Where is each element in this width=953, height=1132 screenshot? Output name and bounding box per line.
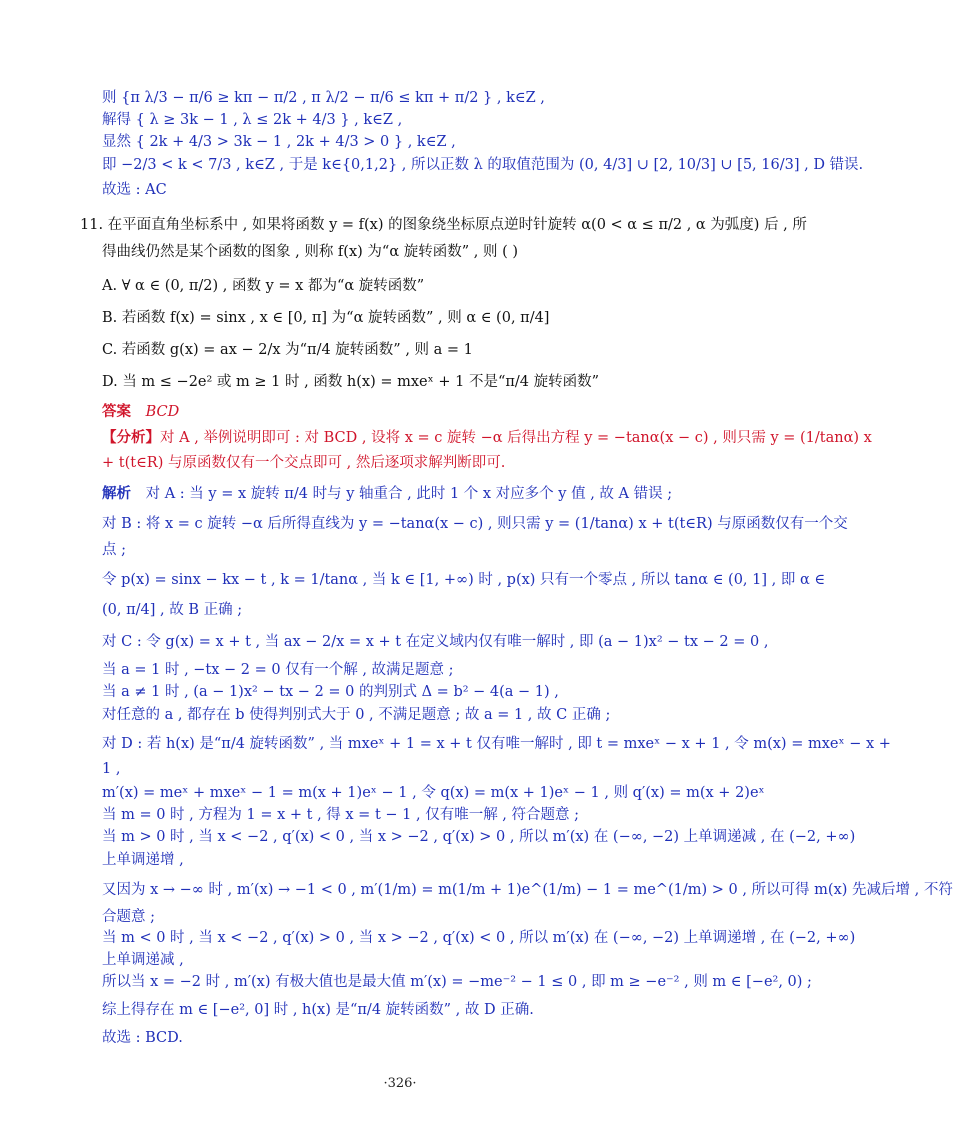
- option-a: A. ∀ α ∈ (0, π/2) , 函数 y = x 都为“α 旋转函数”: [102, 278, 425, 294]
- solution-line-21: 故选 : BCD.: [102, 1030, 183, 1046]
- obvious-system-line: 显然 { 2k + 4/3 > 3k − 1 , 2k + 4/3 > 0 } , k∈Z ,: [102, 134, 456, 150]
- solve-system-line: 解得 { λ ≥ 3k − 1 , λ ≤ 2k + 4/3 } , k∈Z ,: [102, 112, 403, 128]
- solution-line-17: 当 m < 0 时 , 当 x < −2 , q′(x) > 0 , 当 x > −2 , q′(x) < 0 , 所以 m′(x) 在 (−∞, −2) 上单调递增 , 在 (−2, +∞): [102, 930, 856, 946]
- solution-line-4: (0, π/4] , 故 B 正确 ;: [102, 602, 243, 618]
- solution-line-13: 当 m > 0 时 , 当 x < −2 , q′(x) < 0 , 当 x > −2 , q′(x) > 0 , 所以 m′(x) 在 (−∞, −2) 上单调递减 , 在 (−2, +∞): [102, 829, 856, 845]
- answer-value: BCD: [145, 404, 180, 420]
- analysis-line-2: + t(t∈R) 与原函数仅有一个交点即可 , 然后逐项求解判断即可.: [102, 455, 506, 471]
- option-d: D. 当 m ≤ −2e² 或 m ≥ 1 时 , 函数 h(x) = mxeˣ + 1 不是“π/4 旋转函数”: [102, 374, 600, 390]
- solution-line-6: 当 a = 1 时 , −tx − 2 = 0 仅有一个解 , 故满足题意 ;: [102, 662, 454, 678]
- solution-line-1: 对 B : 将 x = c 旋转 −α 后所得直线为 y = −tanα(x − c) , 则只需 y = (1/tanα) x + t(t∈R) 与原函数仅有一个交: [102, 516, 848, 532]
- solution-text-0: 对 A : 当 y = x 旋转 π/4 时与 y 轴重合 , 此时 1 个 x 对应多个 y 值 , 故 A 错误 ;: [145, 486, 673, 502]
- solution-line-14: 上单调递增 ,: [102, 852, 184, 868]
- analysis-line-1: [102, 428, 872, 448]
- solution-label: 解析: [102, 485, 131, 502]
- option-c: C. 若函数 g(x) = ax − 2/x 为“π/4 旋转函数” , 则 a = 1: [102, 342, 473, 358]
- solution-line-11: m′(x) = meˣ + mxeˣ − 1 = m(x + 1)eˣ − 1 , 令 q(x) = m(x + 1)eˣ − 1 , 则 q′(x) = m(x + 2)eˣ: [102, 785, 765, 801]
- solution-line-20: 综上得存在 m ∈ [−e², 0] 时 , h(x) 是“π/4 旋转函数” , 故 D 正确.: [102, 1002, 534, 1018]
- solution-line-9: 对 D : 若 h(x) 是“π/4 旋转函数” , 当 mxeˣ + 1 = x + t 仅有唯一解时 , 即 t = mxeˣ − x + 1 , 令 m(x) = mxeˣ − x +: [102, 736, 891, 752]
- solution-line-16: 合题意 ;: [102, 909, 155, 925]
- lambda-range-line: 即 −2/3 < k < 7/3 , k∈Z , 于是 k∈{0,1,2} , 所以正数 λ 的取值范围为 (0, 4/3] ∪ [2, 10/3] ∪ [5, 16/3] , D 错误.: [102, 157, 864, 173]
- question-stem-line-1: 11. 在平面直角坐标系中 , 如果将函数 y = f(x) 的图象绕坐标原点逆时针旋转 α(0 < α ≤ π/2 , α 为弧度) 后 , 所: [80, 217, 807, 233]
- analysis-label: 【分析】: [102, 429, 160, 446]
- answer-row: [102, 402, 179, 422]
- solution-line-18: 上单调递减 ,: [102, 952, 184, 968]
- solution-line-15: 又因为 x → −∞ 时 , m′(x) → −1 < 0 , m′(1/m) = m(1/m + 1)e^(1/m) − 1 = me^(1/m) > 0 , 所以可得 m(x) 先减后增 , 不符: [102, 882, 953, 898]
- analysis-text-1: 对 A , 举例说明即可 : 对 BCD , 设将 x = c 旋转 −α 后得出方程 y = −tanα(x − c) , 则只需 y = (1/tanα) x: [160, 430, 872, 446]
- page-number: ·326·: [383, 1076, 417, 1091]
- system-inequality-line: 则 {π λ/3 − π/6 ≥ kπ − π/2 , π λ/2 − π/6 ≤ kπ + π/2 } , k∈Z ,: [102, 90, 545, 106]
- solution-line-10: 1 ,: [102, 761, 121, 777]
- answer-label: 答案: [102, 403, 131, 420]
- solution-line-12: 当 m = 0 时 , 方程为 1 = x + t , 得 x = t − 1 , 仅有唯一解 , 符合题意 ;: [102, 807, 580, 823]
- option-b: B. 若函数 f(x) = sinx , x ∈ [0, π] 为“α 旋转函数” , 则 α ∈ (0, π/4]: [102, 310, 550, 326]
- solution-line-5: 对 C : 令 g(x) = x + t , 当 ax − 2/x = x + t 在定义域内仅有唯一解时 , 即 (a − 1)x² − tx − 2 = 0 ,: [102, 634, 769, 650]
- solution-line-19: 所以当 x = −2 时 , m′(x) 有极大值也是最大值 m′(x) = −me⁻² − 1 ≤ 0 , 即 m ≥ −e⁻² , 则 m ∈ [−e², 0) ;: [102, 974, 812, 990]
- solution-line-0: [102, 484, 672, 504]
- prev-choice-line: 故选 : AC: [102, 182, 167, 198]
- question-stem-line-2: 得曲线仍然是某个函数的图象 , 则称 f(x) 为“α 旋转函数” , 则 ( ): [102, 244, 518, 260]
- solution-line-8: 对任意的 a , 都存在 b 使得判别式大于 0 , 不满足题意 ; 故 a = 1 , 故 C 正确 ;: [102, 707, 611, 723]
- solution-line-3: 令 p(x) = sinx − kx − t , k = 1/tanα , 当 k ∈ [1, +∞) 时 , p(x) 只有一个零点 , 所以 tanα ∈ (0, 1] , 即 α ∈: [102, 572, 826, 588]
- solution-line-7: 当 a ≠ 1 时 , (a − 1)x² − tx − 2 = 0 的判别式 Δ = b² − 4(a − 1) ,: [102, 684, 559, 700]
- solution-line-2: 点 ;: [102, 542, 126, 558]
